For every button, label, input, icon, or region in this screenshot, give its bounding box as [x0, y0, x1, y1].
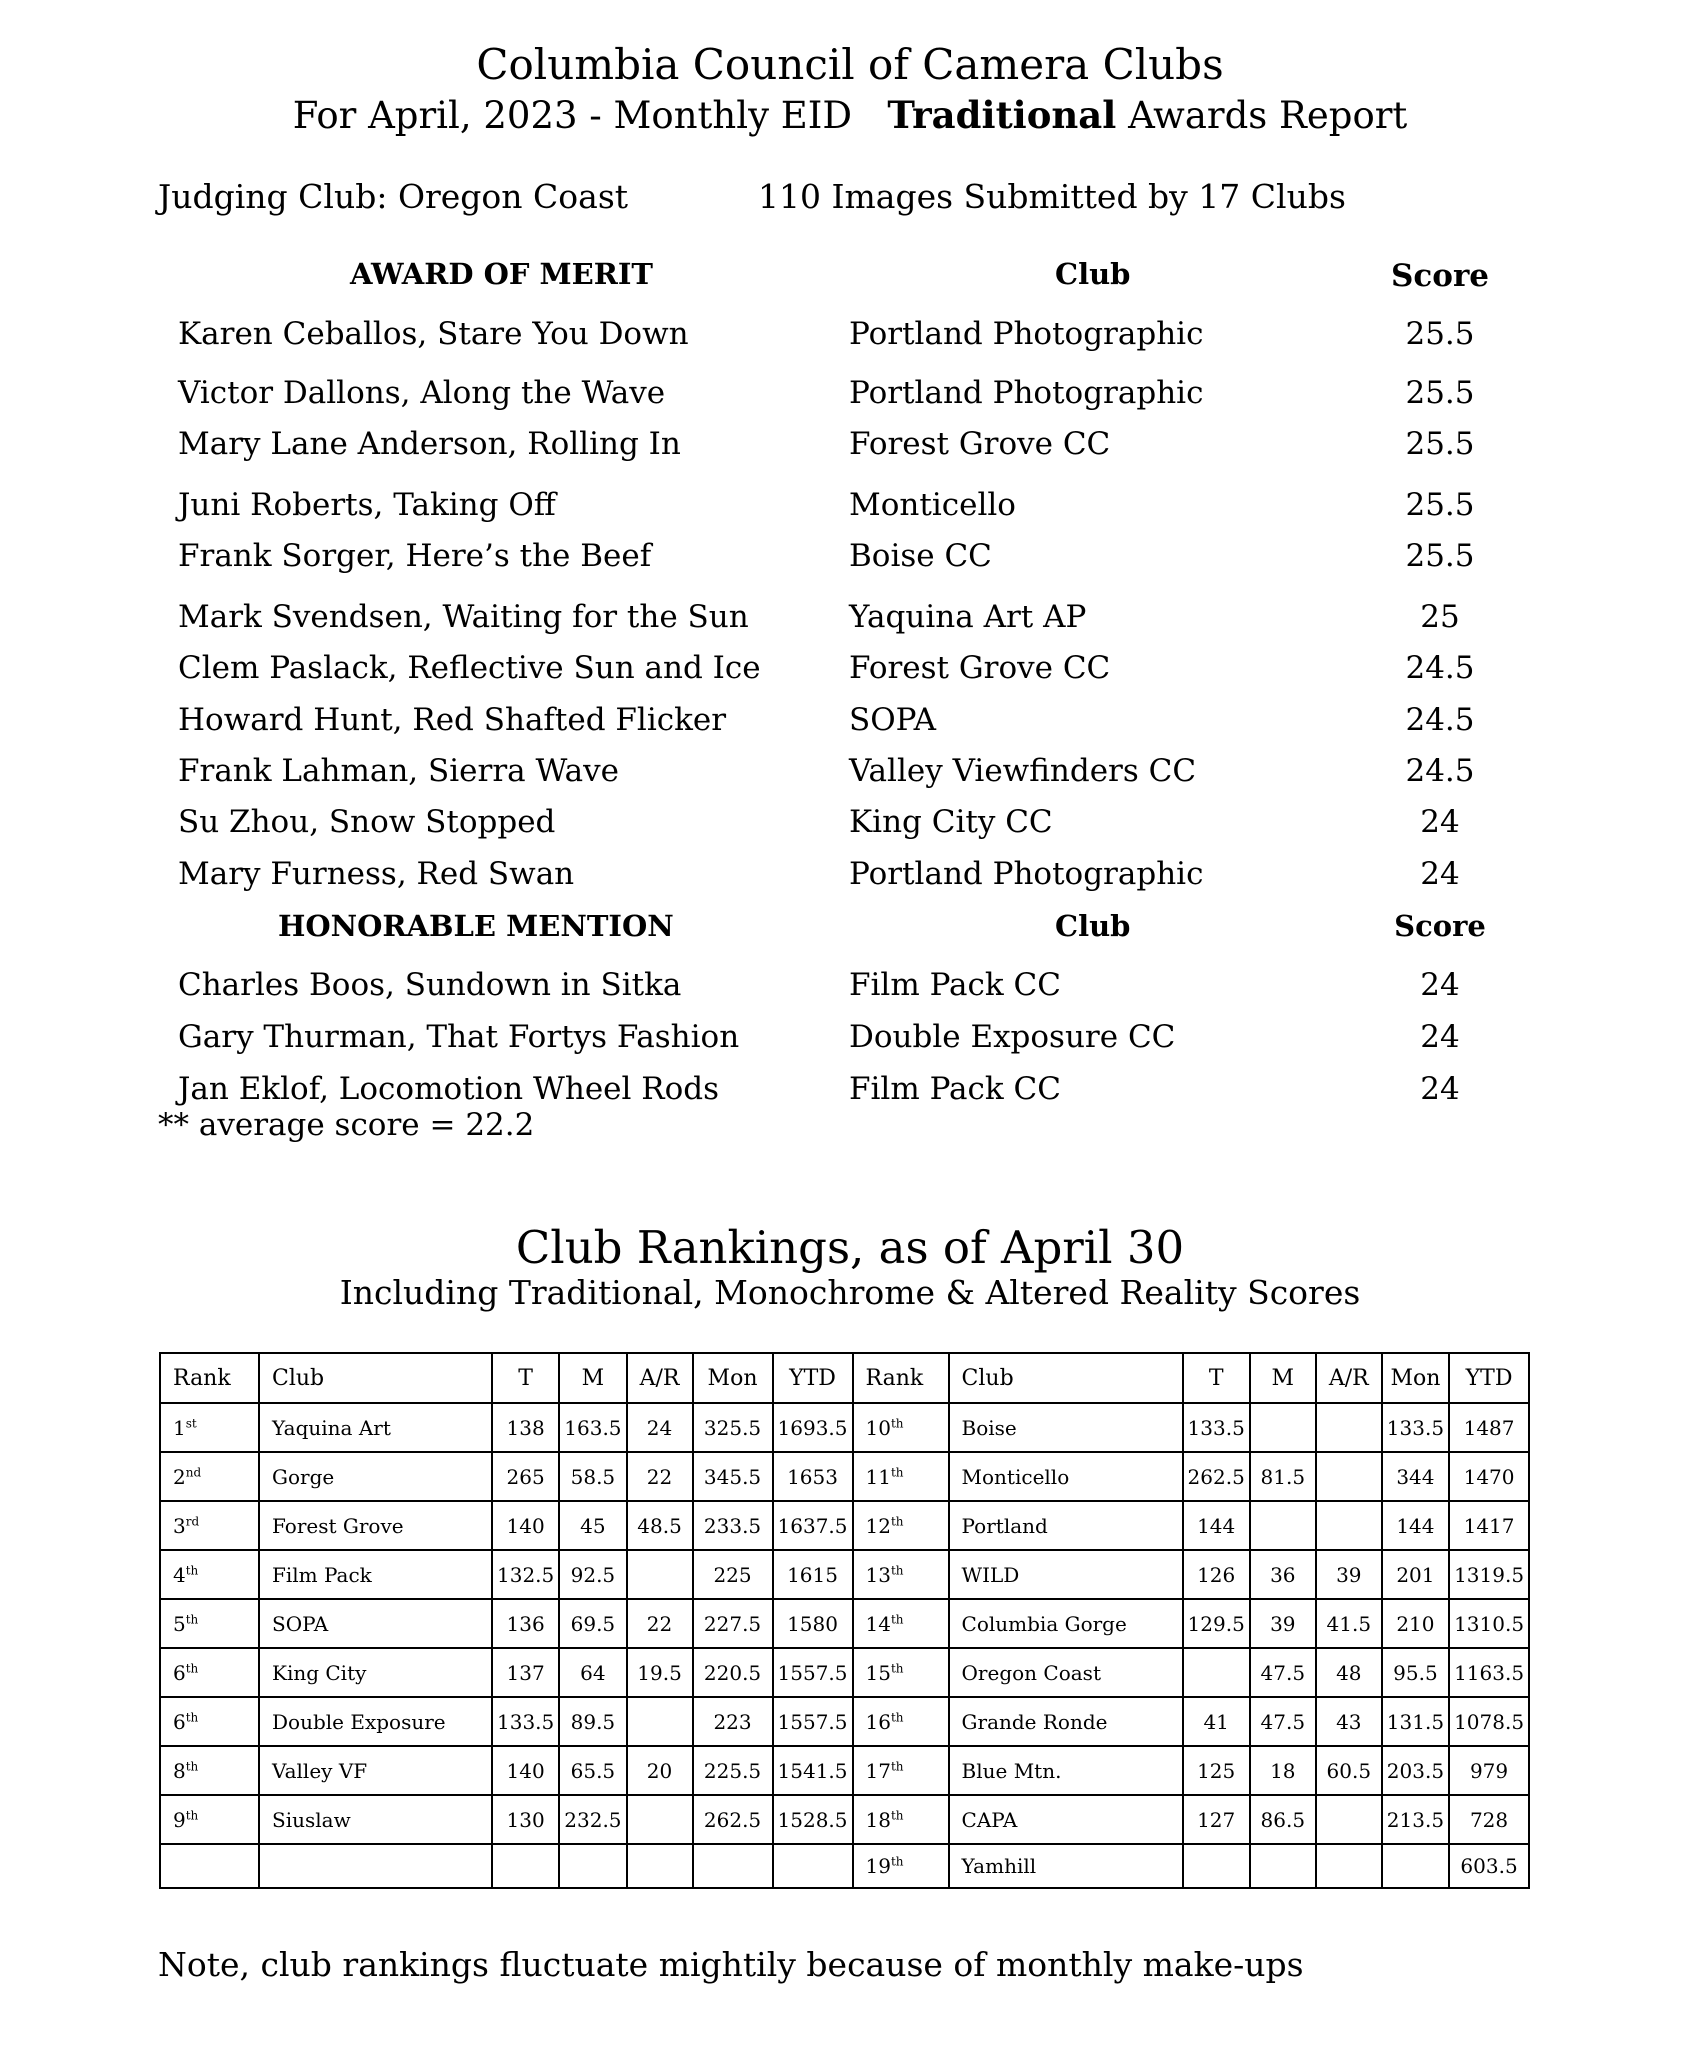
club-cell: SOPA: [259, 1599, 492, 1648]
score-cell-ytd: 1470: [1449, 1452, 1529, 1501]
rank-suffix: th: [890, 1709, 904, 1724]
table-row: [160, 1697, 1529, 1746]
score-cell-ytd: [773, 1844, 853, 1888]
score-cell-ar: 22: [627, 1452, 693, 1501]
score-cell-t: 138: [492, 1403, 559, 1452]
club-cell: Double Exposure: [259, 1697, 492, 1746]
rank-cell: [853, 1452, 949, 1501]
score-cell-ytd: 1557.5: [773, 1648, 853, 1697]
score-cell-ar: [627, 1697, 693, 1746]
score-cell-m: 81.5: [1250, 1452, 1316, 1501]
score-cell-ytd: 1557.5: [773, 1697, 853, 1746]
award-row: [0, 963, 1700, 1007]
award-row: [0, 749, 1700, 793]
rank-suffix: th: [185, 1660, 199, 1675]
club-cell: Valley VF: [259, 1746, 492, 1795]
score-cell-mon: 144: [1382, 1501, 1449, 1550]
award-entry: Mary Furness, Red Swan: [178, 856, 575, 892]
rank-suffix: th: [890, 1807, 904, 1822]
rankings-note: Note, club rankings fluctuate mightily because of monthly make-ups: [158, 1945, 1304, 1984]
club-cell: Portland: [949, 1501, 1183, 1550]
score-cell-ar: 43: [1316, 1697, 1382, 1746]
rank-number: 11: [865, 1464, 891, 1489]
score-cell-ar: [1316, 1844, 1382, 1888]
rank-cell: [160, 1550, 259, 1599]
score-cell-ytd: 1078.5: [1449, 1697, 1529, 1746]
score-cell-ar: [1316, 1501, 1382, 1550]
score-cell-t: 137: [492, 1648, 559, 1697]
award-entry: Su Zhou, Snow Stopped: [178, 804, 556, 840]
column-header: Club: [949, 1353, 1183, 1403]
table-row: [160, 1501, 1529, 1550]
score-cell-ytd: 1163.5: [1449, 1648, 1529, 1697]
award-row: [0, 595, 1700, 639]
score-cell-t: 127: [1183, 1795, 1250, 1844]
score-cell-m: [1250, 1501, 1316, 1550]
rank-suffix: th: [890, 1513, 904, 1528]
rank-cell: [160, 1599, 259, 1648]
rank-suffix: th: [185, 1611, 199, 1626]
award-row: [0, 483, 1700, 527]
rank-suffix: th: [185, 1758, 199, 1773]
score-cell-mon: 225.5: [693, 1746, 773, 1795]
club-cell: Columbia Gorge: [949, 1599, 1183, 1648]
score-cell-ytd: 1319.5: [1449, 1550, 1529, 1599]
rank-suffix: th: [890, 1464, 904, 1479]
score-cell-mon: 227.5: [693, 1599, 773, 1648]
score-cell-ytd: 1580: [773, 1599, 853, 1648]
award-score: 25.5: [1405, 316, 1475, 352]
page-title: Columbia Council of Camera Clubs: [476, 40, 1224, 89]
score-cell-ar: [1316, 1795, 1382, 1844]
rank-number: 10: [865, 1415, 891, 1440]
award-club: SOPA: [849, 702, 937, 738]
award-entry: Clem Paslack, Reflective Sun and Ice: [178, 650, 761, 686]
merit-heading: AWARD OF MERIT: [350, 257, 654, 291]
award-entry: Frank Sorger, Here’s the Beef: [178, 538, 652, 574]
table-row: [160, 1403, 1529, 1452]
score-cell-ar: [627, 1844, 693, 1888]
rank-number: 6: [173, 1709, 186, 1734]
score-cell-m: 92.5: [559, 1550, 626, 1599]
table-row: [160, 1452, 1529, 1501]
rank-number: 6: [173, 1660, 186, 1685]
award-row: [0, 371, 1700, 415]
rank-cell: [160, 1844, 259, 1888]
honorable-heading: HONORABLE MENTION: [278, 909, 674, 943]
rank-cell: [853, 1795, 949, 1844]
score-cell-mon: 233.5: [693, 1501, 773, 1550]
column-header: T: [1183, 1353, 1250, 1403]
rank-suffix: th: [185, 1807, 199, 1822]
rank-cell: [853, 1403, 949, 1452]
award-entry: Howard Hunt, Red Shafted Flicker: [178, 702, 727, 738]
score-cell-ar: [1316, 1452, 1382, 1501]
club-cell: Yamhill: [949, 1844, 1183, 1888]
award-score: 25.5: [1405, 426, 1475, 462]
rankings-subtitle: Including Traditional, Monochrome & Altered Reality Scores: [339, 1273, 1361, 1312]
score-cell-ar: 48: [1316, 1648, 1382, 1697]
column-header: M: [1250, 1353, 1316, 1403]
score-cell-t: 262.5: [1183, 1452, 1250, 1501]
subtitle-prefix: For April, 2023 - Monthly EID: [292, 94, 853, 137]
score-cell-t: 144: [1183, 1501, 1250, 1550]
club-cell: [259, 1844, 492, 1888]
score-cell-ytd: 1310.5: [1449, 1599, 1529, 1648]
table-row: [160, 1648, 1529, 1697]
rank-number: 17: [865, 1758, 891, 1783]
score-cell-ytd: 1417: [1449, 1501, 1529, 1550]
rankings-title: Club Rankings, as of April 30: [515, 1221, 1185, 1274]
table-row: [160, 1795, 1529, 1844]
rank-cell: [853, 1648, 949, 1697]
rank-suffix: th: [890, 1854, 904, 1869]
rank-cell: [853, 1697, 949, 1746]
club-cell: King City: [259, 1648, 492, 1697]
award-entry: Victor Dallons, Along the Wave: [178, 375, 666, 411]
score-cell-mon: 225: [693, 1550, 773, 1599]
score-cell-ytd: 979: [1449, 1746, 1529, 1795]
merit-club-heading: Club: [1055, 257, 1131, 291]
table-row: [160, 1599, 1529, 1648]
award-score: 25: [1420, 599, 1460, 635]
award-score: 24: [1420, 967, 1460, 1003]
rankings-header-row: [160, 1353, 1529, 1403]
rank-cell: [160, 1648, 259, 1697]
score-cell-ar: [627, 1795, 693, 1844]
score-cell-mon: 95.5: [1382, 1648, 1449, 1697]
honorable-club-heading: Club: [1055, 909, 1131, 943]
award-score: 25.5: [1405, 487, 1475, 523]
score-cell-mon: [1382, 1844, 1449, 1888]
score-cell-ar: [627, 1550, 693, 1599]
score-cell-m: 47.5: [1250, 1648, 1316, 1697]
award-score: 24: [1420, 856, 1460, 892]
score-cell-mon: 344: [1382, 1452, 1449, 1501]
award-score: 24: [1420, 804, 1460, 840]
award-club: Portland Photographic: [849, 316, 1204, 352]
score-cell-ar: 19.5: [627, 1648, 693, 1697]
score-cell-m: 89.5: [559, 1697, 626, 1746]
submission-count: 110 Images Submitted by 17 Clubs: [758, 177, 1346, 216]
score-cell-ytd: 1693.5: [773, 1403, 853, 1452]
score-cell-t: 136: [492, 1599, 559, 1648]
average-score: ** average score = 22.2: [158, 1107, 535, 1143]
rank-suffix: th: [185, 1562, 199, 1577]
rank-number: 14: [865, 1611, 891, 1636]
award-score: 25.5: [1405, 375, 1475, 411]
award-entry: Juni Roberts, Taking Off: [178, 487, 556, 523]
award-entry: Gary Thurman, That Fortys Fashion: [178, 1019, 740, 1055]
score-cell-t: 140: [492, 1746, 559, 1795]
rank-suffix: th: [185, 1709, 199, 1724]
score-cell-mon: [693, 1844, 773, 1888]
award-row: [0, 1015, 1700, 1059]
rank-cell: [160, 1403, 259, 1452]
award-score: 24: [1420, 1071, 1460, 1107]
rank-number: 1: [173, 1415, 186, 1440]
award-entry: Mary Lane Anderson, Rolling In: [178, 426, 681, 462]
score-cell-m: 58.5: [559, 1452, 626, 1501]
award-club: Portland Photographic: [849, 375, 1204, 411]
award-row: [0, 312, 1700, 356]
award-club: King City CC: [849, 804, 1053, 840]
score-cell-ytd: 728: [1449, 1795, 1529, 1844]
rank-suffix: th: [890, 1758, 904, 1773]
rank-number: 4: [173, 1562, 186, 1587]
rank-suffix: th: [890, 1415, 904, 1430]
score-cell-ar: 48.5: [627, 1501, 693, 1550]
rank-suffix: th: [890, 1562, 904, 1577]
award-club: Film Pack CC: [849, 967, 1061, 1003]
award-score: 24.5: [1405, 753, 1475, 789]
score-cell-ytd: 1615: [773, 1550, 853, 1599]
award-club: Monticello: [849, 487, 1016, 523]
score-cell-mon: 223: [693, 1697, 773, 1746]
rank-suffix: th: [890, 1660, 904, 1675]
club-cell: Blue Mtn.: [949, 1746, 1183, 1795]
score-cell-t: 265: [492, 1452, 559, 1501]
award-row: [0, 800, 1700, 844]
score-cell-t: 125: [1183, 1746, 1250, 1795]
column-header: Mon: [693, 1353, 773, 1403]
score-cell-ytd: 1637.5: [773, 1501, 853, 1550]
score-cell-mon: 213.5: [1382, 1795, 1449, 1844]
score-cell-mon: 210: [1382, 1599, 1449, 1648]
award-score: 25.5: [1405, 538, 1475, 574]
club-cell: CAPA: [949, 1795, 1183, 1844]
score-cell-m: 163.5: [559, 1403, 626, 1452]
report-subtitle: [0, 93, 1700, 138]
award-club: Portland Photographic: [849, 856, 1204, 892]
score-cell-ar: 24: [627, 1403, 693, 1452]
score-cell-ar: 22: [627, 1599, 693, 1648]
rank-cell: [853, 1746, 949, 1795]
club-cell: Grande Ronde: [949, 1697, 1183, 1746]
honorable-score-heading: Score: [1394, 909, 1486, 943]
score-cell-m: 45: [559, 1501, 626, 1550]
score-cell-mon: 133.5: [1382, 1403, 1449, 1452]
award-score: 24.5: [1405, 650, 1475, 686]
score-cell-m: 65.5: [559, 1746, 626, 1795]
score-cell-m: 36: [1250, 1550, 1316, 1599]
score-cell-t: [492, 1844, 559, 1888]
table-row: [160, 1746, 1529, 1795]
score-cell-t: 41: [1183, 1697, 1250, 1746]
rank-cell: [160, 1746, 259, 1795]
rank-number: 15: [865, 1660, 891, 1685]
club-cell: Monticello: [949, 1452, 1183, 1501]
club-cell: Forest Grove: [259, 1501, 492, 1550]
rank-number: 3: [173, 1513, 186, 1538]
score-cell-m: 18: [1250, 1746, 1316, 1795]
rank-number: 16: [865, 1709, 891, 1734]
rank-cell: [853, 1844, 949, 1888]
score-cell-m: 47.5: [1250, 1697, 1316, 1746]
award-entry: Jan Eklof, Locomotion Wheel Rods: [178, 1071, 720, 1107]
rank-number: 19: [865, 1854, 891, 1878]
score-cell-ytd: 1528.5: [773, 1795, 853, 1844]
award-entry: Charles Boos, Sundown in Sitka: [178, 967, 682, 1003]
award-club: Forest Grove CC: [849, 650, 1111, 686]
score-cell-m: 39: [1250, 1599, 1316, 1648]
award-entry: Mark Svendsen, Waiting for the Sun: [178, 599, 749, 635]
column-header: A/R: [627, 1353, 693, 1403]
rank-number: 9: [173, 1807, 186, 1832]
rank-number: 8: [173, 1758, 186, 1783]
rank-number: 5: [173, 1611, 186, 1636]
award-score: 24: [1420, 1019, 1460, 1055]
score-cell-t: 132.5: [492, 1550, 559, 1599]
award-row: [0, 852, 1700, 896]
rank-number: 2: [173, 1464, 186, 1489]
column-header: T: [492, 1353, 559, 1403]
rank-number: 18: [865, 1807, 891, 1832]
award-row: [0, 422, 1700, 466]
rank-cell: [853, 1550, 949, 1599]
score-cell-t: 133.5: [492, 1697, 559, 1746]
award-score: 24.5: [1405, 702, 1475, 738]
score-cell-ytd: 1487: [1449, 1403, 1529, 1452]
rank-suffix: rd: [185, 1513, 200, 1528]
rank-number: 13: [865, 1562, 891, 1587]
rank-cell: [853, 1501, 949, 1550]
award-club: Forest Grove CC: [849, 426, 1111, 462]
subtitle-suffix: Awards Report: [1128, 94, 1408, 137]
score-cell-ytd: 1653: [773, 1452, 853, 1501]
score-cell-mon: 325.5: [693, 1403, 773, 1452]
rank-cell: [160, 1697, 259, 1746]
column-header: M: [559, 1353, 626, 1403]
award-row: [0, 534, 1700, 578]
score-cell-ar: 60.5: [1316, 1746, 1382, 1795]
column-header: Club: [259, 1353, 492, 1403]
award-club: Film Pack CC: [849, 1071, 1061, 1107]
rank-cell: [853, 1599, 949, 1648]
column-header: Rank: [160, 1353, 259, 1403]
rank-number: 12: [865, 1513, 891, 1538]
award-club: Valley Viewfinders CC: [849, 753, 1197, 789]
score-cell-m: [1250, 1403, 1316, 1452]
score-cell-ar: 20: [627, 1746, 693, 1795]
subtitle-bold: Traditional: [887, 93, 1117, 137]
score-cell-mon: 220.5: [693, 1648, 773, 1697]
club-cell: Gorge: [259, 1452, 492, 1501]
score-cell-m: [1250, 1844, 1316, 1888]
club-cell: Oregon Coast: [949, 1648, 1183, 1697]
club-cell: WILD: [949, 1550, 1183, 1599]
column-header: Mon: [1382, 1353, 1449, 1403]
score-cell-mon: 203.5: [1382, 1746, 1449, 1795]
award-entry: Karen Ceballos, Stare You Down: [178, 316, 689, 352]
award-entry: Frank Lahman, Sierra Wave: [178, 753, 619, 789]
score-cell-t: [1183, 1648, 1250, 1697]
award-row: [0, 698, 1700, 742]
score-cell-mon: 345.5: [693, 1452, 773, 1501]
score-cell-ar: 41.5: [1316, 1599, 1382, 1648]
column-header: A/R: [1316, 1353, 1382, 1403]
score-cell-mon: 131.5: [1382, 1697, 1449, 1746]
score-cell-m: 232.5: [559, 1795, 626, 1844]
judging-club: Judging Club: Oregon Coast: [158, 177, 629, 216]
column-header: YTD: [1449, 1353, 1529, 1403]
rankings-table: [159, 1352, 1530, 1889]
score-cell-ytd: 1541.5: [773, 1746, 853, 1795]
rank-cell: [160, 1452, 259, 1501]
score-cell-t: [1183, 1844, 1250, 1888]
club-cell: Film Pack: [259, 1550, 492, 1599]
column-header: Rank: [853, 1353, 949, 1403]
score-cell-m: 64: [559, 1648, 626, 1697]
rank-cell: [160, 1501, 259, 1550]
table-row: [160, 1844, 1529, 1888]
column-header: YTD: [773, 1353, 853, 1403]
award-club: Yaquina Art AP: [849, 599, 1087, 635]
score-cell-mon: 201: [1382, 1550, 1449, 1599]
score-cell-m: 86.5: [1250, 1795, 1316, 1844]
award-row: [0, 646, 1700, 690]
rank-cell: [160, 1795, 259, 1844]
score-cell-t: 130: [492, 1795, 559, 1844]
score-cell-t: 126: [1183, 1550, 1250, 1599]
score-cell-ar: 39: [1316, 1550, 1382, 1599]
score-cell-t: 133.5: [1183, 1403, 1250, 1452]
score-cell-m: 69.5: [559, 1599, 626, 1648]
score-cell-t: 129.5: [1183, 1599, 1250, 1648]
rank-suffix: nd: [185, 1464, 202, 1479]
score-cell-m: [559, 1844, 626, 1888]
score-cell-mon: 262.5: [693, 1795, 773, 1844]
score-cell-t: 140: [492, 1501, 559, 1550]
award-club: Double Exposure CC: [849, 1019, 1176, 1055]
award-club: Boise CC: [849, 538, 992, 574]
rank-suffix: st: [185, 1415, 197, 1430]
score-cell-ytd: 603.5: [1449, 1844, 1529, 1888]
score-cell-ar: [1316, 1403, 1382, 1452]
club-cell: Yaquina Art: [259, 1403, 492, 1452]
rank-suffix: th: [890, 1611, 904, 1626]
merit-score-heading: Score: [1391, 258, 1489, 294]
table-row: [160, 1550, 1529, 1599]
club-cell: Siuslaw: [259, 1795, 492, 1844]
club-cell: Boise: [949, 1403, 1183, 1452]
